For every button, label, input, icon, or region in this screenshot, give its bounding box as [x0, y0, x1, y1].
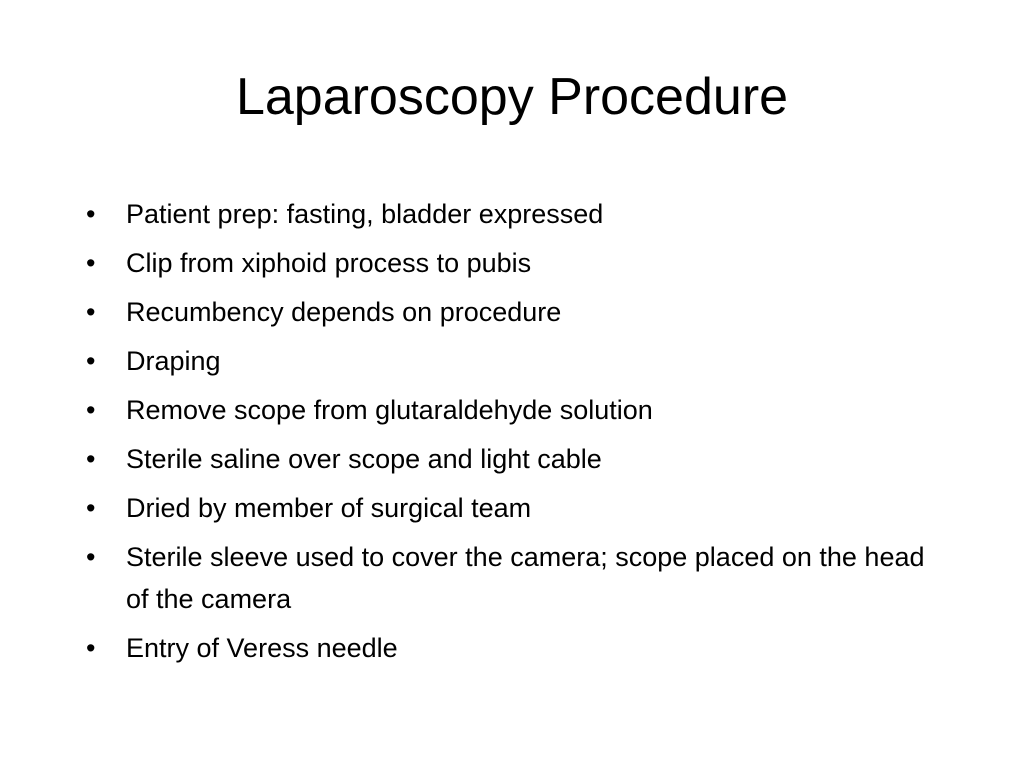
- list-item: [86, 193, 936, 235]
- bullet-text: Recumbency depends on procedure: [126, 297, 562, 327]
- list-item: [86, 438, 936, 480]
- bullet-text: Dried by member of surgical team: [126, 493, 532, 523]
- bullet-text: Sterile saline over scope and light cable: [126, 444, 602, 474]
- bullet-text: Patient prep: fasting, bladder expressed: [126, 199, 604, 229]
- bullet-list: [86, 193, 936, 676]
- bullet-icon: •: [86, 199, 96, 229]
- list-item: [86, 536, 936, 620]
- bullet-icon: •: [86, 395, 96, 425]
- bullet-text: Sterile sleeve used to cover the camera; scope placed on the head of the camera: [126, 542, 925, 614]
- bullet-icon: •: [86, 346, 96, 376]
- bullet-icon: •: [86, 493, 96, 523]
- list-item: [86, 291, 936, 333]
- bullet-icon: •: [86, 297, 96, 327]
- bullet-icon: •: [86, 633, 96, 663]
- bullet-icon: •: [86, 248, 96, 278]
- list-item: [86, 627, 936, 669]
- bullet-text: Remove scope from glutaraldehyde solution: [126, 395, 653, 425]
- list-item: [86, 487, 936, 529]
- bullet-icon: •: [86, 444, 96, 474]
- bullet-icon: •: [86, 542, 96, 572]
- list-item: [86, 242, 936, 284]
- slide-title: Laparoscopy Procedure: [235, 68, 789, 126]
- list-item: [86, 389, 936, 431]
- list-item: [86, 340, 936, 382]
- bullet-text: Clip from xiphoid process to pubis: [126, 248, 532, 278]
- bullet-text: Draping: [126, 346, 221, 376]
- bullet-text: Entry of Veress needle: [126, 633, 398, 663]
